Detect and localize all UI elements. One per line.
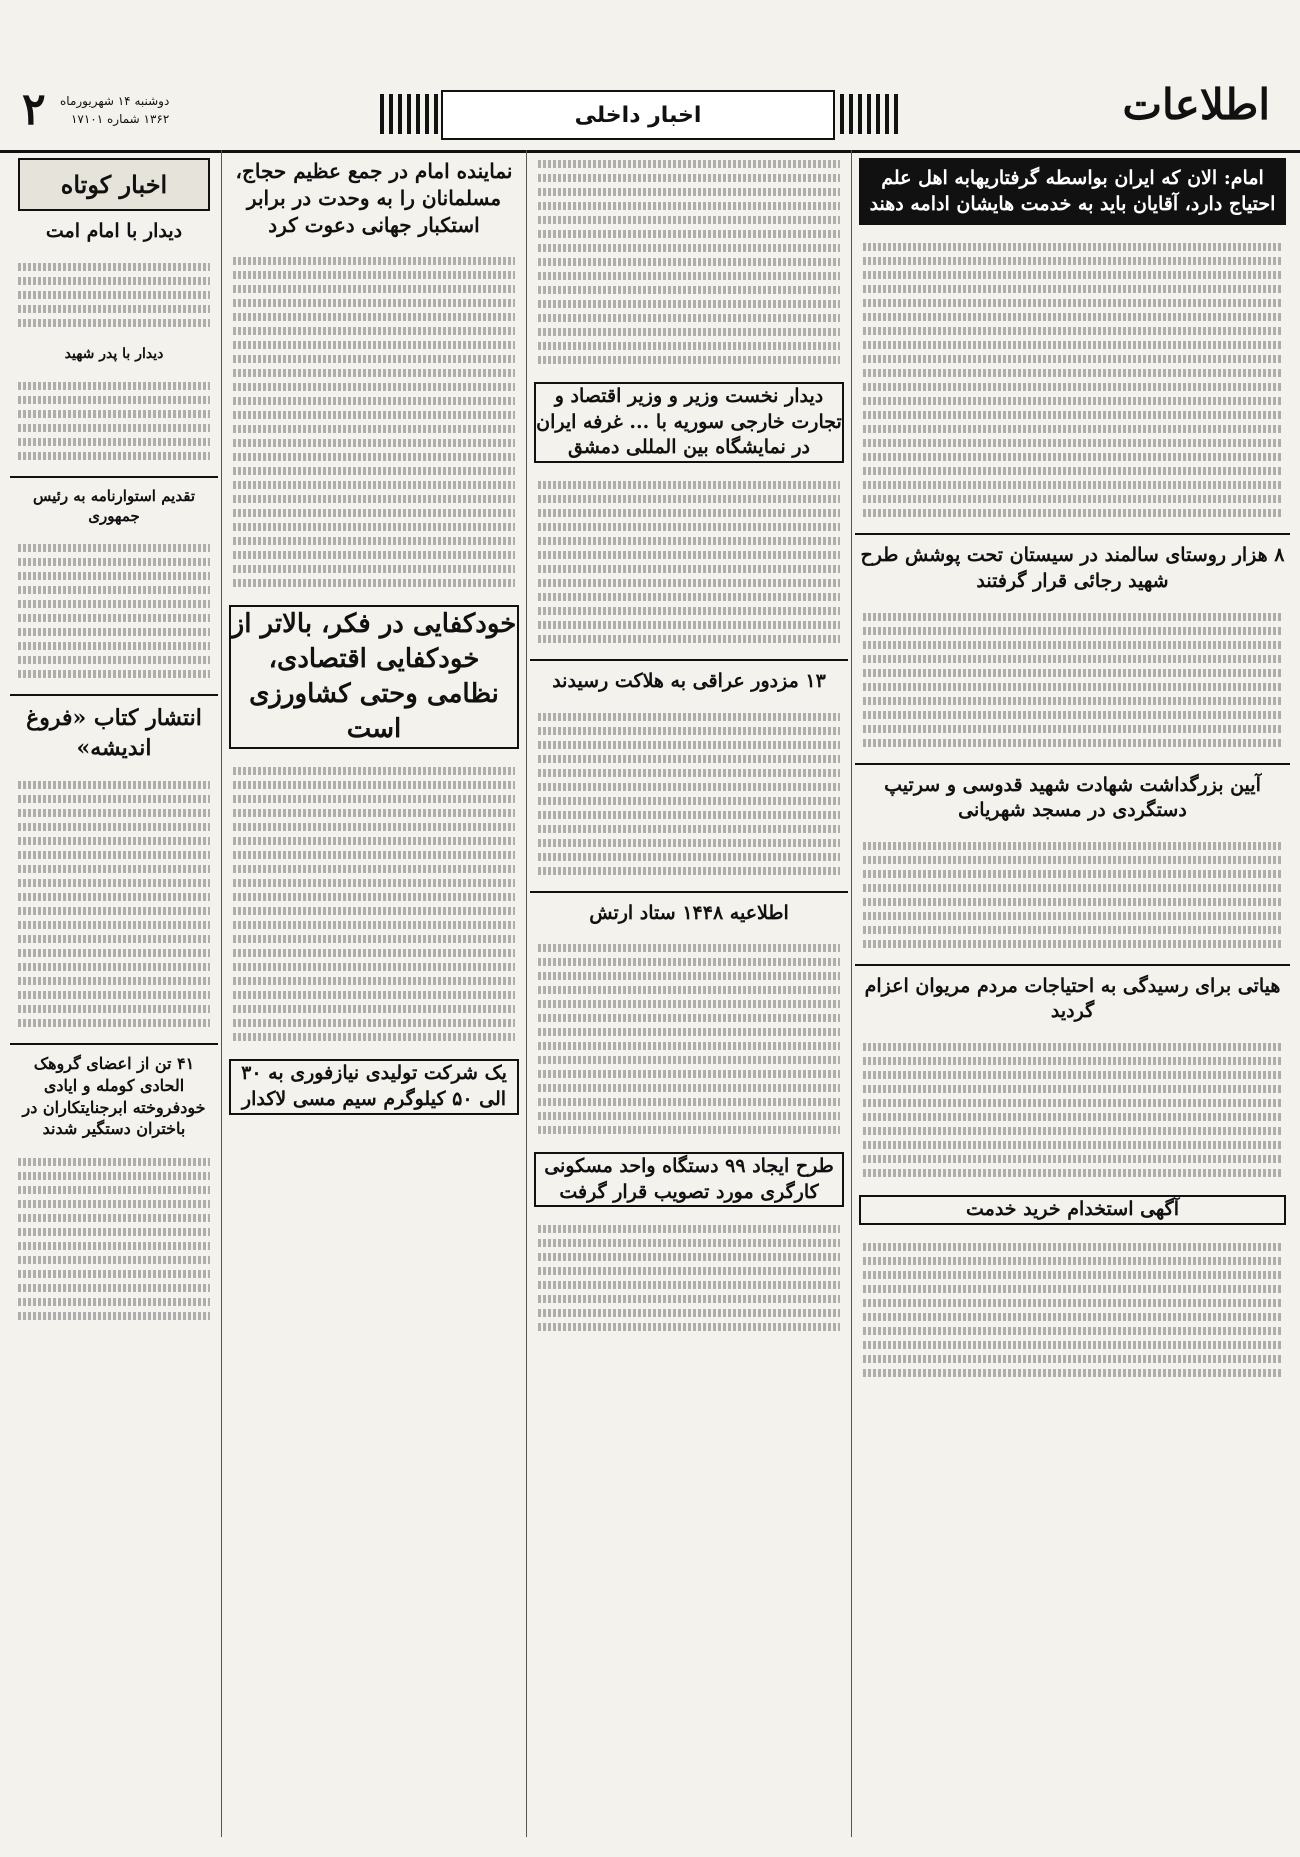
column-right: [855, 150, 1290, 1837]
article-headline: آگهی استخدام خرید خدمت: [859, 1195, 1286, 1225]
article-headline: اخبار کوتاه: [18, 158, 210, 211]
article-headline: نماینده امام در جمع عظیم حجاج، مسلمانان را به وحدت در برابر استکبار جهانی دعوت کرد: [235, 159, 513, 237]
article-headline: دیدار با پدر شهید: [64, 345, 164, 362]
decorative-bars: [840, 94, 900, 134]
column-left: [10, 150, 218, 1837]
decorative-bars: [380, 94, 440, 134]
article-headline: آیین بزرگداشت شهادت شهید قدوسی و سرتیپ دستگردی در مسجد شهریانی: [884, 773, 1261, 822]
newspaper-logo: اطلاعات: [1122, 80, 1270, 129]
article-headline: دیدار نخست وزیر و وزیر اقتصاد و تجارت خارجی سوریه با ... غرفه ایران در نمایشگاه بین المللی دمشق: [534, 382, 844, 463]
article-headline: تقدیم استوارنامه به رئیس جمهوری: [33, 486, 195, 525]
article-headline: اطلاعیه ۱۴۴۸ ستاد ارتش: [589, 901, 789, 924]
article-body: [855, 233, 1290, 527]
masthead: [0, 0, 1300, 153]
article-headline: امام: الان که ایران بواسطه گرفتاریهابه اهل علم احتیاج دارد، آقایان باید به خدمت هایشان ادامه دهند: [859, 158, 1286, 225]
article-headline: ۸ هزار روستای سالمند در سیستان تحت پوشش طرح شهید رجائی قرار گرفتند: [860, 544, 1285, 592]
article-headline: طرح ایجاد ۹۹ دستگاه واحد مسکونی کارگری مورد تصویب قرار گرفت: [534, 1152, 844, 1207]
article-headline: ۴۱ تن از اعضای گروهک الحادی کومله و ایادی خودفروخته ابرجنایتکاران در باختران دستگیر شدند: [22, 1054, 206, 1139]
article-headline: انتشار کتاب «فروغ اندیشه»: [26, 705, 202, 761]
issue-date: دوشنبه ۱۴ شهریورماه ۱۳۶۲ شماره ۱۷۱۰۱: [60, 94, 170, 126]
column-center-right: [530, 150, 848, 1837]
article-headline: هیاتی برای رسیدگی به احتیاجات مردم مریوان اعزام گردید: [864, 974, 1281, 1023]
column-center-left: [225, 150, 523, 1837]
article-headline: یک شرکت تولیدی نیازفوری به ۳۰ الی ۵۰ کیلوگرم سیم مسی لاکدار: [229, 1059, 519, 1114]
article-headline: دیدار با امام امت: [45, 220, 183, 242]
article-headline: خودکفایی در فکر، بالاتر از خودکفایی اقتصادی، نظامی وحتی کشاورزی است: [229, 605, 519, 749]
page-number: ۲: [22, 84, 46, 135]
article-headline: ۱۳ مزدور عراقی به هلاکت رسیدند: [552, 669, 826, 692]
section-title: اخبار داخلی: [441, 90, 835, 140]
